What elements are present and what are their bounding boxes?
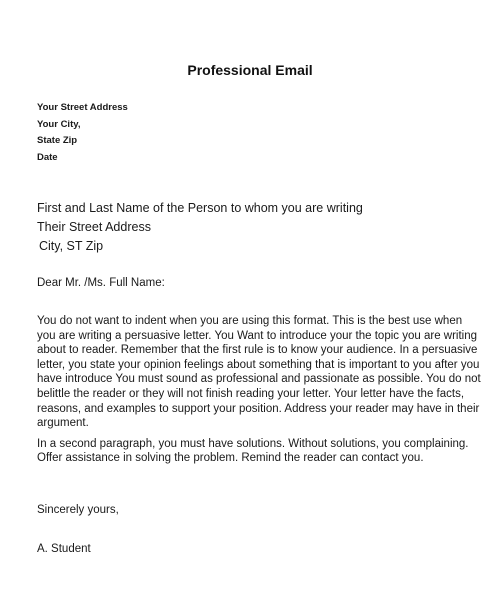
sender-state-zip: State Zip [37, 135, 78, 146]
sender-date: Date [37, 151, 58, 163]
sender-street: Your Street Address [37, 102, 128, 113]
recipient-name: First and Last Name of the Person to whom you are writing [37, 201, 363, 215]
body-paragraph: In a second paragraph, you must have solutions. Without solutions, you complaining. Offer assistance in solving the problem. Remind the reader can contact you. [37, 437, 469, 465]
sender-city: Your City, [37, 118, 81, 130]
closing: Sincerely yours, [37, 504, 119, 516]
recipient-street: Their Street Address [37, 220, 151, 234]
recipient-city: City, ST Zip [39, 239, 104, 253]
sender-address-block [37, 100, 128, 166]
signature: A. Student [37, 543, 91, 555]
recipient-address-block [37, 199, 363, 256]
body-paragraph: You do not want to indent when you are using this format. This is the best use when you are writing a persuasive letter. You Want to introduce your the topic you are writing about to reader. Remember that the first rule is to know your audience. In a persuasive letter, you state your opinion feelings about something that is important to you after you have introduce You must sound as professional and passionate as possible. You do not belittle the reader or they will not finish reading your letter. Your letter have the facts, reasons, and examples to support your position. Address your reader may have in their argument. [37, 315, 481, 430]
document-title: Professional Email [187, 62, 313, 78]
letter-body [37, 314, 483, 472]
salutation: Dear Mr. /Ms. Full Name: [37, 277, 165, 289]
